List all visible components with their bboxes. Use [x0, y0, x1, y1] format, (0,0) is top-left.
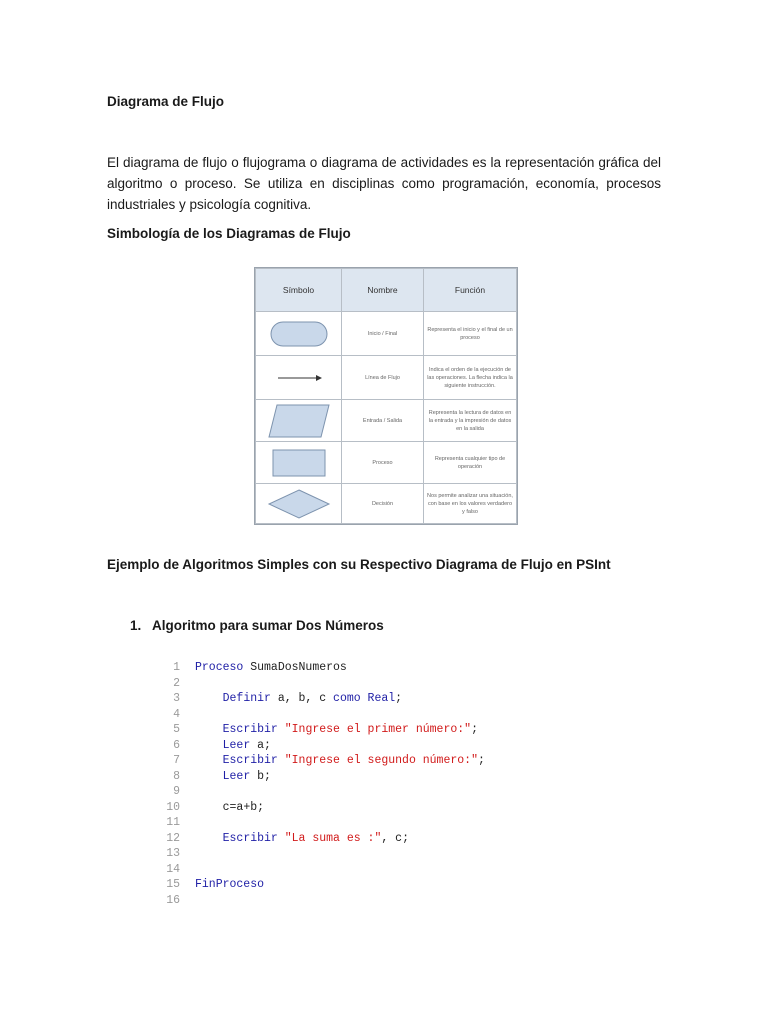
code-keyword: Escribir: [222, 831, 278, 845]
code-keyword: Definir: [222, 692, 271, 705]
example-title: Ejemplo de Algoritmos Simples con su Respectivo Diagrama de Flujo en PSInt: [107, 557, 611, 572]
line-number: 9: [173, 785, 180, 798]
symbol-name: Proceso: [342, 442, 424, 484]
line-number: 2: [173, 676, 180, 690]
document-title: Diagrama de Flujo: [107, 94, 225, 109]
code-keyword: Escribir: [222, 754, 278, 767]
intro-paragraph: El diagrama de flujo o flujograma o diagrama de actividades es la representación gráfica del algoritmo o proceso. Se utiliza en disciplinas como programación, economía, procesos industriales y psicología cognitiva.: [107, 155, 661, 212]
code-text: [195, 738, 271, 754]
code-text: [195, 753, 485, 769]
header-nombre: Nombre: [342, 269, 424, 312]
code-text: [195, 831, 409, 847]
code-keyword: Leer: [222, 738, 251, 752]
line-number: 3: [173, 692, 180, 705]
header-funcion: Función: [424, 269, 517, 312]
line-number: 12: [166, 831, 180, 845]
code-token: [278, 832, 285, 845]
code-token: ;: [471, 723, 478, 736]
terminal-shape-icon: [256, 312, 342, 356]
code-line: [160, 691, 540, 707]
code-token: a;: [250, 738, 271, 752]
line-number: 5: [173, 723, 180, 736]
code-line: [160, 738, 540, 754]
arrow-shape-icon: [256, 356, 342, 400]
symbol-name: Entrada / Salida: [342, 400, 424, 442]
symbol-function: Nos permite analizar una situación, con base en los valores verdadero y falso: [424, 484, 517, 524]
line-number: 8: [173, 769, 180, 783]
code-text: [195, 800, 264, 816]
code-line: [160, 722, 540, 738]
code-text: [195, 660, 347, 676]
line-number: 14: [166, 862, 180, 876]
code-token: [278, 723, 285, 736]
algorithm-title: Algoritmo para sumar Dos Números: [152, 618, 384, 633]
line-number: 13: [166, 847, 180, 860]
code-keyword: Escribir: [222, 723, 278, 736]
code-line: [160, 831, 540, 847]
code-line: [160, 707, 540, 723]
code-text: [195, 769, 271, 785]
code-token: SumaDosNumeros: [243, 661, 347, 674]
code-line: [160, 800, 540, 816]
code-text: [195, 691, 402, 707]
code-keyword: Proceso: [195, 661, 244, 674]
code-token: , c;: [381, 831, 409, 845]
code-string: "Ingrese el primer número:": [284, 723, 472, 736]
code-line: [160, 784, 540, 800]
line-number: 16: [166, 893, 180, 907]
code-token: c=a+b;: [222, 800, 265, 814]
code-text: [195, 722, 478, 738]
code-line: [160, 862, 540, 878]
line-number: 1: [173, 661, 180, 674]
symbol-function: Representa la lectura de datos en la entrada y la impresión de datos en la salida: [424, 400, 517, 442]
code-line: [160, 660, 540, 676]
code-token: ;: [477, 754, 485, 767]
symbol-name: Decisión: [342, 484, 424, 524]
code-token: [278, 754, 285, 767]
symbol-function: Representa cualquier tipo de operación: [424, 442, 517, 484]
code-block: [160, 660, 540, 908]
code-token: b;: [250, 769, 271, 783]
symbol-function: Indica el orden de la ejecución de las operaciones. La flecha indica la siguiente instrucción.: [424, 356, 517, 400]
list-number: 1.: [130, 618, 142, 633]
diamond-shape-icon: [256, 484, 342, 524]
line-number: 7: [173, 754, 180, 767]
code-line: [160, 893, 540, 909]
line-number: 15: [166, 878, 180, 891]
line-number: 10: [166, 800, 180, 814]
symbol-table: [254, 267, 518, 525]
symbol-function: Representa el inicio y el final de un proceso: [424, 312, 517, 356]
code-line: [160, 769, 540, 785]
parallelogram-shape-icon: [256, 400, 342, 442]
algorithm-heading: [130, 618, 384, 633]
code-line: [160, 846, 540, 862]
line-number: 4: [173, 707, 180, 721]
code-token: a, b, c: [270, 692, 334, 705]
rectangle-shape-icon: [256, 442, 342, 484]
code-line: [160, 815, 540, 831]
code-token: ;: [395, 692, 403, 705]
code-line: [160, 877, 540, 893]
code-string: "La suma es :": [284, 831, 382, 845]
code-line: [160, 753, 540, 769]
code-keyword: Leer: [222, 769, 251, 783]
line-number: 11: [166, 816, 180, 829]
line-number: 6: [173, 738, 180, 752]
code-text: [195, 877, 264, 893]
code-keyword: FinProceso: [195, 878, 265, 891]
symbol-name: Inicio / Final: [342, 312, 424, 356]
symbol-name: Línea de Flujo: [342, 356, 424, 400]
header-simbolo: Símbolo: [256, 269, 342, 312]
code-line: [160, 676, 540, 692]
code-string: "Ingrese el segundo número:": [284, 754, 478, 767]
code-keyword: como Real: [333, 692, 396, 705]
symbology-title: Simbología de los Diagramas de Flujo: [107, 226, 351, 241]
